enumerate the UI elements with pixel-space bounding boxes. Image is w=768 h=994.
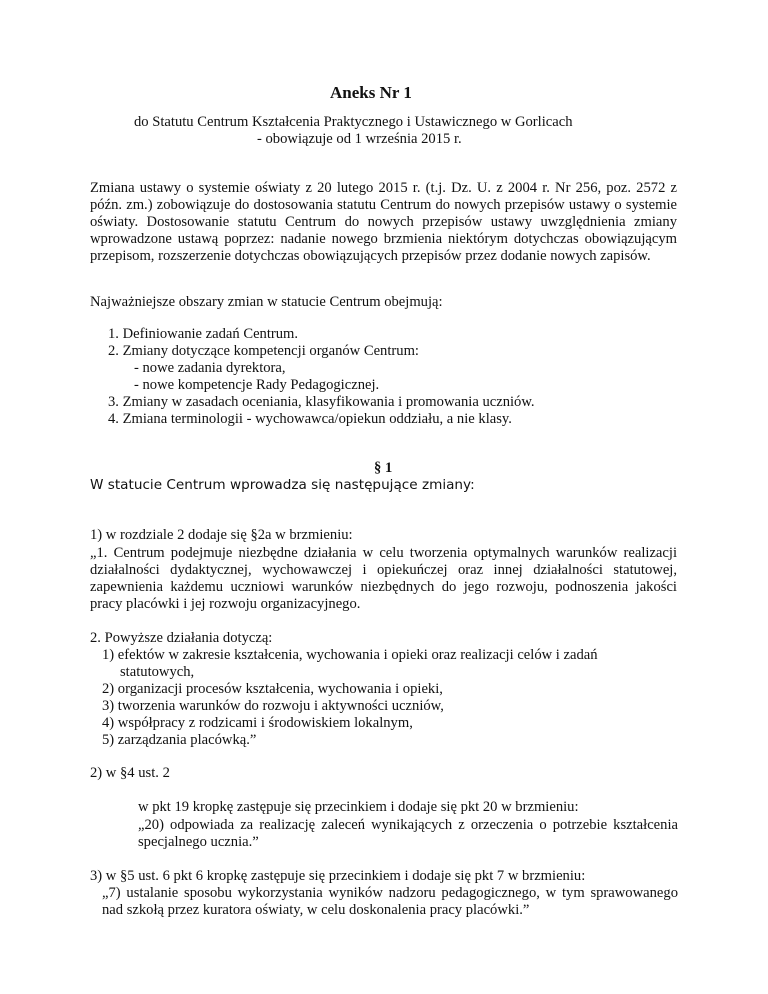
amendment-3-quote: „7) ustalanie sposobu wykorzystania wyników nadzoru pedagogicznego, w tym sprawowanego nad szkołą przez kuratora oświaty, w celu doskonalenia pracy placówki.”: [102, 885, 678, 918]
document-title: Aneks Nr 1: [330, 83, 412, 102]
numbered-item: 5) zarządzania placówką.”: [102, 732, 257, 748]
amendment-1-point-2-intro: 2. Powyższe działania dotyczą:: [90, 630, 273, 646]
change-list-item: 1. Definiowanie zadań Centrum.: [108, 326, 299, 342]
amendment-1-heading: 1) w rozdziale 2 dodaje się §2a w brzmieniu:: [90, 527, 353, 543]
change-list-subitem: - nowe kompetencje Rady Pedagogicznej.: [134, 377, 380, 393]
section-heading: § 1: [374, 460, 393, 476]
numbered-item: 3) tworzenia warunków do rozwoju i aktywności uczniów,: [102, 698, 444, 714]
amendment-1-point-1: „1. Centrum podejmuje niezbędne działania w celu tworzenia optymalnych warunków realizacji działalności dydaktycznej, wychowawczej i opiekuńczej oraz innej działalności statutowej, zapewnienia każdemu uczniowi warunków niezbędnych do jego rozwoju, podnoszenia jakości pracy placówki i jej rozwoju organizacyjnego.: [90, 545, 677, 612]
section-intro: W statucie Centrum wprowadza się następujące zmiany:: [90, 477, 475, 493]
amendment-2-quote: „20) odpowiada za realizację zaleceń wynikających z orzeczenia o potrzebie kształcenia specjalnego ucznia.”: [138, 817, 678, 850]
subtitle-line-2: - obowiązuje od 1 września 2015 r.: [257, 131, 462, 147]
intro-paragraph: Zmiana ustawy o systemie oświaty z 20 lutego 2015 r. (t.j. Dz. U. z 2004 r. Nr 256, poz. 2572 z późn. zm.) zobowiązuje do dostosowania statutu Centrum do nowych przepisów ustawy o systemie oświaty. Dostosowanie statutu Centrum do nowych przepisów ustawy uwzględnienia zmiany wprowadzone ustawą poprzez: nadanie nowego brzmienia niektórym dotychczas obowiązującym przepisom, rozszerzenie dotychczas obowiązujących przepisów przez dodanie nowych zapisów.: [90, 180, 677, 264]
numbered-item: 2) organizacji procesów kształcenia, wychowania i opieki,: [102, 681, 443, 697]
numbered-item: 1) efektów w zakresie kształcenia, wychowania i opieki oraz realizacji celów i zadań: [102, 647, 598, 663]
amendment-3-heading: 3) w §5 ust. 6 pkt 6 kropkę zastępuje się przecinkiem i dodaje się pkt 7 w brzmieniu:: [90, 868, 586, 884]
amendment-2-text: w pkt 19 kropkę zastępuje się przecinkiem i dodaje się pkt 20 w brzmieniu:: [138, 799, 579, 815]
amendment-2-heading: 2) w §4 ust. 2: [90, 765, 170, 781]
change-list-subitem: - nowe zadania dyrektora,: [134, 360, 286, 376]
numbered-item-continuation: statutowych,: [120, 664, 195, 680]
changes-heading: Najważniejsze obszary zmian w statucie Centrum obejmują:: [90, 294, 443, 310]
change-list-item: 3. Zmiany w zasadach oceniania, klasyfikowania i promowania uczniów.: [108, 394, 535, 410]
change-list-item: 4. Zmiana terminologii - wychowawca/opiekun oddziału, a nie klasy.: [108, 411, 512, 427]
numbered-item: 4) współpracy z rodzicami i środowiskiem lokalnym,: [102, 715, 413, 731]
change-list-item: 2. Zmiany dotyczące kompetencji organów Centrum:: [108, 343, 419, 359]
subtitle-line-1: do Statutu Centrum Kształcenia Praktycznego i Ustawicznego w Gorlicach: [134, 114, 573, 130]
